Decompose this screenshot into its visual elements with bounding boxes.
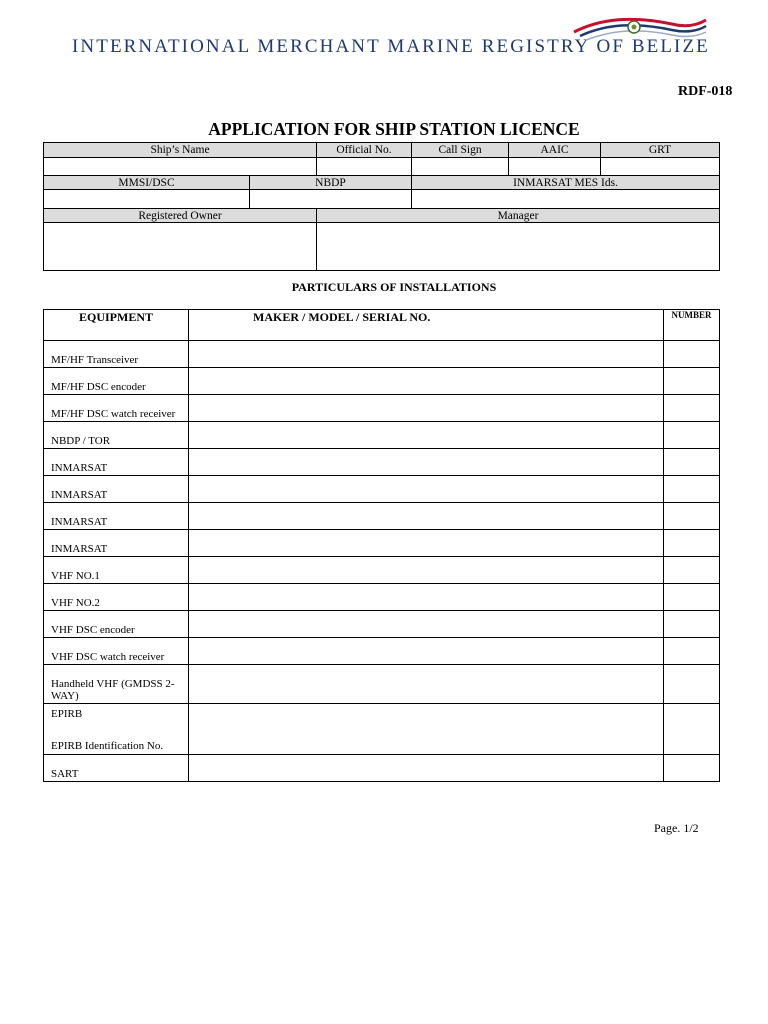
maker-model-serial-field[interactable]: [189, 755, 664, 782]
maker-model-serial-field[interactable]: [189, 611, 664, 638]
registry-title: INTERNATIONAL MERCHANT MARINE REGISTRY OF BELIZE: [72, 36, 710, 57]
number-field[interactable]: [664, 611, 720, 638]
aaic-field[interactable]: [509, 158, 601, 176]
equipment-label: MF/HF Transceiver: [44, 341, 189, 368]
equipment-label: Handheld VHF (GMDSS 2-WAY): [44, 665, 189, 704]
equipment-label: INMARSAT: [44, 449, 189, 476]
maker-model-serial-field[interactable]: [189, 422, 664, 449]
page-number: Page. 1/2: [654, 821, 699, 835]
number-field[interactable]: [664, 368, 720, 395]
form-title: APPLICATION FOR SHIP STATION LICENCE: [208, 119, 580, 139]
maker-model-serial-field[interactable]: [189, 638, 664, 665]
nbdp-field[interactable]: [250, 190, 412, 209]
aaic-header: AAIC: [509, 143, 601, 158]
number-field[interactable]: [664, 395, 720, 422]
equipment-label: MF/HF DSC encoder: [44, 368, 189, 395]
call-sign-field[interactable]: [412, 158, 509, 176]
grt-field[interactable]: [601, 158, 720, 176]
ships-name-field[interactable]: [44, 158, 317, 176]
form-number: RDF-018: [678, 84, 733, 99]
mmsi-dsc-field[interactable]: [44, 190, 250, 209]
maker-model-serial-field[interactable]: [189, 341, 664, 368]
equipment-label: VHF DSC encoder: [44, 611, 189, 638]
ships-name-header: Ship’s Name: [44, 143, 317, 158]
maker-model-serial-header: MAKER / MODEL / SERIAL NO.: [189, 310, 664, 341]
official-no-header: Official No.: [317, 143, 412, 158]
particulars-heading: PARTICULARS OF INSTALLATIONS: [291, 280, 497, 294]
number-field[interactable]: [664, 584, 720, 611]
call-sign-header: Call Sign: [412, 143, 509, 158]
maker-model-serial-field[interactable]: [189, 449, 664, 476]
equipment-label: MF/HF DSC watch receiver: [44, 395, 189, 422]
maker-model-serial-field[interactable]: [189, 584, 664, 611]
equipment-label: INMARSAT: [44, 503, 189, 530]
equipment-label: VHF NO.1: [44, 557, 189, 584]
number-field[interactable]: [664, 704, 720, 755]
equipment-label: SART: [44, 755, 189, 782]
number-field[interactable]: [664, 638, 720, 665]
mmsi-dsc-header: MMSI/DSC: [44, 176, 250, 190]
maker-model-serial-field[interactable]: [189, 557, 664, 584]
nbdp-header: NBDP: [250, 176, 412, 190]
equipment-header: EQUIPMENT: [44, 310, 189, 341]
maker-model-serial-field[interactable]: [189, 395, 664, 422]
maker-model-serial-field[interactable]: [189, 503, 664, 530]
maker-model-serial-field[interactable]: [189, 704, 664, 755]
belize-flag-wave-logo: [572, 14, 708, 44]
maker-model-serial-field[interactable]: [189, 665, 664, 704]
installations-table: [43, 309, 720, 782]
ship-details-table: [43, 142, 720, 271]
number-field[interactable]: [664, 755, 720, 782]
equipment-label: INMARSAT: [44, 530, 189, 557]
inmarsat-mes-ids-header: INMARSAT MES Ids.: [412, 176, 720, 190]
manager-field[interactable]: [317, 223, 720, 271]
epirb-cell: [44, 704, 189, 755]
equipment-label: VHF NO.2: [44, 584, 189, 611]
number-field[interactable]: [664, 449, 720, 476]
grt-header: GRT: [601, 143, 720, 158]
number-field[interactable]: [664, 665, 720, 704]
manager-header: Manager: [317, 209, 720, 223]
equipment-label: VHF DSC watch receiver: [44, 638, 189, 665]
maker-model-serial-field[interactable]: [189, 368, 664, 395]
equipment-label: INMARSAT: [44, 476, 189, 503]
equipment-label: EPIRB Identification No.: [51, 740, 164, 752]
registered-owner-header: Registered Owner: [44, 209, 317, 223]
inmarsat-mes-ids-field[interactable]: [412, 190, 720, 209]
number-header: NUMBER: [664, 310, 720, 341]
registered-owner-field[interactable]: [44, 223, 317, 271]
number-field[interactable]: [664, 557, 720, 584]
number-field[interactable]: [664, 341, 720, 368]
maker-model-serial-field[interactable]: [189, 530, 664, 557]
number-field[interactable]: [664, 422, 720, 449]
number-field[interactable]: [664, 476, 720, 503]
equipment-label: EPIRB: [51, 708, 83, 720]
number-field[interactable]: [664, 503, 720, 530]
official-no-field[interactable]: [317, 158, 412, 176]
number-field[interactable]: [664, 530, 720, 557]
equipment-label: NBDP / TOR: [44, 422, 189, 449]
maker-model-serial-field[interactable]: [189, 476, 664, 503]
